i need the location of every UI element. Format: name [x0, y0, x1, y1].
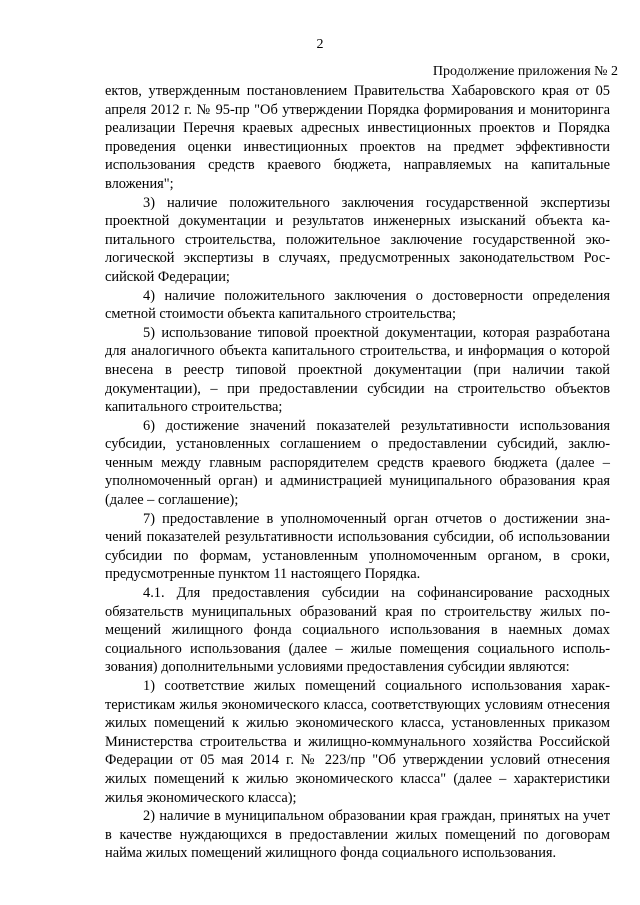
paragraph-item-3: 3) наличие положительного заключения государственной экспертизы проектной документации и результатов инженерных изысканий объекта капитального строительства, положительное заключение государственной экологической экспертизы в случаях, предусмотренных законодательством Российской Федерации; [105, 194, 610, 285]
appendix-continuation-note: Продолжение приложения № 2 [432, 64, 618, 79]
paragraph-item-6: 6) достижение значений показателей результативности использования субсидии, установленных соглашением о предоставлении субсидий, заключенным между главным распорядителем средств краевого бюджета (далее – уполномоченный орган) и администрацией муниципального образования края (далее – соглашение); [105, 417, 610, 509]
document-body [105, 82, 610, 863]
paragraph-section-4-1: 4.1. Для предоставления субсидии на софинансирование расходных обязательств муниципальных образований края по строительству жилых помещений жилищного фонда социального использования в наемных домах социального использования (далее – жилые помещения социального использования) дополнительными условиями предоставления субсидии являются: [105, 585, 610, 676]
paragraph-item-5: 5) использование типовой проектной документации, которая разработана для аналогичного объекта капитального строительства, и информация о которой внесена в реестр типовой проектной документации (при наличии такой документации), – при предоставлении субсидии на строительство объектов капитального строительства; [105, 324, 610, 416]
page-number: 2 [316, 37, 324, 52]
paragraph-item-4: 4) наличие положительного заключения о достоверности определения сметной стоимости объекта капитального строительства; [105, 287, 610, 323]
paragraph-subitem-1: 1) соответствие жилых помещений социального использования характеристикам жилья экономического класса, соответствующих условиям отнесения жилых помещений к жилью экономического класса, установленных приказом Министерства строительства и жилищно-коммунального хозяйства Российской Федерации от 05 мая 2014 г. № 223/пр "Об утверждении условий отнесения жилых помещений к жилью экономического класса" (далее – характеристики жилья экономического класса); [105, 678, 610, 806]
paragraph-item-7: 7) предоставление в уполномоченный орган отчетов о достижении значений показателей результативности использования субсидии, об использовании субсидии по формам, установленным уполномоченным органом, в сроки, предусмотренные пунктом 11 настоящего Порядка. [105, 510, 610, 583]
paragraph-subitem-2: 2) наличие в муниципальном образовании края граждан, принятых на учет в качестве нуждающихся в предоставлении жилых помещений по договорам найма жилых помещений жилищного фонда социального использования. [105, 808, 610, 862]
paragraph-continuation: ектов, утвержденным постановлением Правительства Хабаровского края от 05 апреля 2012 г. № 95-пр "Об утверждении Порядка формирования и мониторинга реализации Перечня краевых адресных инвестиционных проектов и Порядка проведения оценки инвестиционных проектов на предмет эффективности использования средств краевого бюджета, направляемых на капитальные вложения"; [105, 83, 610, 192]
